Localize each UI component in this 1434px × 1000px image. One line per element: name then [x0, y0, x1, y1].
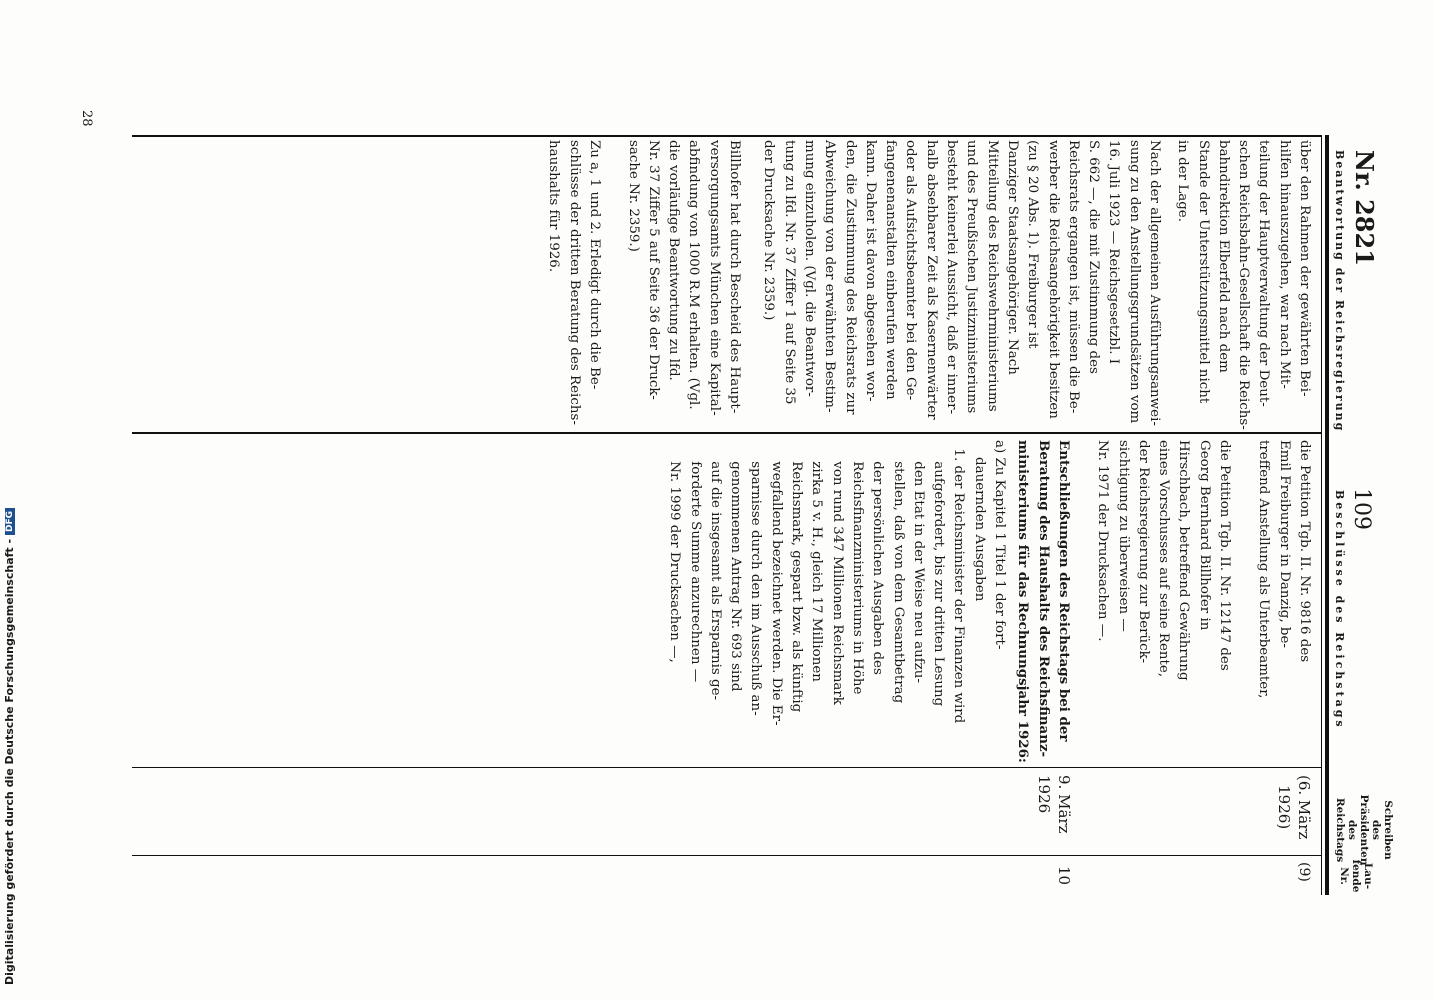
answer-finance: Zu a, 1 und 2. Erledigt durch die Be- schlüsse der dritten Beratung des Reichs- haushalts für 1926. — [546, 140, 602, 425]
dfg-logo: DFG — [5, 508, 15, 535]
col-divider-2 — [132, 767, 1322, 768]
page-number: 109 — [1349, 488, 1374, 530]
digitization-credit — [3, 508, 16, 985]
resolution-title-finance: Entschließungen des Reichstags bei der Beratung des Haushalts des Reichsfinanz- ministeriums für das Rechnungsjahr 1926: — [1015, 440, 1072, 763]
top-rule-thick — [1325, 135, 1329, 895]
resolution-cell-billhofer: die Petition Tgb. II. Nr. 12147 des Georg Bernhard Billhofer in Hirschbach, betreffend Gewährung eines Vorschusses auf seine Rente, der Reichsregierung zur Berück- sichtigung zu überweisen — Nr. 1971 der Drucksachen —. — [1095, 440, 1232, 681]
header-answer-visible: Beantwortung der Reichsregierung — [1333, 150, 1346, 433]
col-divider-1 — [132, 855, 1322, 856]
row10-number: 10 — [1055, 866, 1073, 886]
resolution-cell-freiburger: die Petition Tgb. II. Nr. 9816 des Emil Freiburger in Danzig, be- treffend Anstellung als Unterbeamter, — [1256, 440, 1312, 699]
answer-cell-freiburger: Nach der allgemeinen Ausführungsanwei- sung zu den Anstellungsgrundsätzen vom 16. Juli 1923 — Reichsgesetzbl. I S. 662 —, die mit Zustimmung des Reichsrats ergangen ist, müssen die Be- werber die Reichsangehörigkeit besitzen (zu § 20 Abs. 1). Freiburger ist Danziger Staatsangehöriger. Nach Mitteilung des Reichswehrministeriums und des Preußischen Justizministeriums besteht keinerlei Aussicht, daß er inner- halb absehbarer Zeit als Kasernenwärter oder als Aufsichtsbeamter bei den Ge- fangenenanstalten einberufen werden kann. Daher ist davon abgesehen wor- den, die Zustimmung des Reichsrats zur Abweichung von der erwähnten Bestim- mung einzuholen. (Vgl. die Beantwor- tung zu lfd. Nr. 37 Ziffer 1 auf Seite 35 der Drucksache Nr. 2359.) — [761, 140, 1162, 426]
answer-cell-intro: über den Rahmen der gewährten Bei- hilfen hinauszugehen, war nach Mit- teilung der Hauptverwaltung der Deut- schen Reichsbahn-Gesellschaft die Reichs- bahndirektion Elberfeld nach dem Stande der Unterstützungsmittel nicht in der Lage. — [1175, 140, 1312, 430]
row10-date: 9. März 1926 — [1034, 775, 1073, 834]
row9-date-cell: (6. März 1926) — [1274, 775, 1313, 840]
top-rule-thin — [1321, 135, 1322, 895]
col-divider-4 — [132, 432, 1322, 434]
page-footer-number: 28 — [79, 110, 94, 127]
row-number: (9) — [1296, 862, 1312, 882]
header-resolutions: Beschlüsse des Reichstags — [1333, 490, 1346, 730]
header-running-number: Lau- fende Nr. — [1338, 859, 1374, 893]
header-separator — [132, 135, 1322, 137]
header-president-letter: Schreiben des Präsidenten des Reichstags — [1334, 794, 1394, 866]
answer-cell-billhofer: Billhofer hat durch Bescheid des Haupt- versorgungsamts München eine Kapital- abfindung von 1000 R.M erhalten. (Vgl. die vorläufige Beantwortung zu lfd. Nr. 37 Ziffer 5 auf Seite 36 der Druck- sache Nr. 2359.) — [625, 140, 742, 416]
resolution-body-finance: a) Zu Kapitel 1 Titel 1 der fort- dauernden Ausgaben 1. der Reichsminister der Finanzen wird aufgefordert, bis zur dritten Lesung den Etat in der Weise neu aufzu- stellen, daß von dem Gesamtbetrag der persönlichen Ausgaben des Reichsfinanzministeriums in Höhe von rund 347 Millionen Reichsmark zirka 5 v. H., gleich 17 Millionen Reichsmark, gespart bzw. als künftig wegfallend bezeichnet werden. Die Er- sparnisse durch den im Ausschuß an- genommenen Antrag Nr. 693 sind auf die insgesamt als Ersparnis ge- forderte Summe anzurechnen — Nr. 1999 der Drucksachen —, — [667, 440, 1007, 726]
credit-text: Digitalisierung gefördert durch die Deutsche Forschungsgemeinschaft - — [3, 538, 16, 985]
document-number: Nr. 2821 — [1350, 150, 1379, 266]
